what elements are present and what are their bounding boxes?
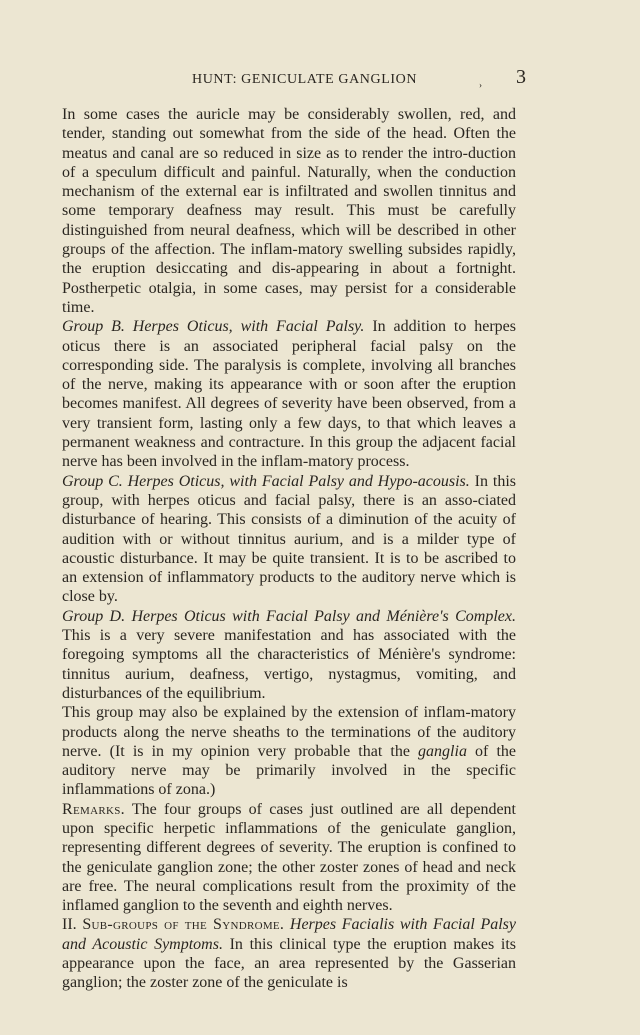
- paragraph-auricle: In some cases the auricle may be considerably swollen, red, and tender, standing out somewhat from the side of the head. Often the meatus and canal are so reduced in size as to render the intro-duction of a speculum difficult and painful. Naturally, when the conduction mechanism of the external ear is infiltrated and swollen tinnitus and some temporary deafness may result. This must be carefully distinguished from neural deafness, which will be described in other groups of the affection. The inflam-matory swelling subsides rapidly, the eruption desiccating and dis-appearing in about a fortnight. Postherpetic otalgia, in some cases, may persist for a considerable time.: [62, 106, 516, 316]
- explanation-part-a: This group may also be explained by the extension of inflam-matory products along the nerve sheaths to the terminations of the auditory nerve. (It is in my opinion very probable that the: [62, 704, 516, 760]
- group-d-body: This is a very severe manifestation and has associated with the foregoing symptoms all the characteristics of Ménière's syndrome: tinnitus aurium, deafness, vertigo, nystagmus, vomiting, and disturbances of the equilibrium.: [62, 627, 516, 702]
- paragraph-group-b: [62, 317, 516, 471]
- sub-groups-heading: Sub-groups of the Syndrome.: [82, 916, 285, 934]
- sub-groups-body: In this clinical type the eruption makes its appearance upon the face, an area represented by the Gasserian ganglion; the zoster zone of the geniculate is: [62, 935, 517, 992]
- group-c-body: In this group, with herpes oticus and facial palsy, there is an asso-ciated disturbance of hearing. This consists of a diminution of the acuity of audition with or without tinnitus aurium, and is a milder type of acoustic disturbance. It may be quite transient. It is to be ascribed to an extension of inflammatory products to the auditory nerve which is close by.: [62, 472, 516, 606]
- page-number: 3: [516, 66, 526, 88]
- group-b-body: In addition to herpes oticus there is an associated peripheral facial palsy on the corresponding side. The paralysis is complete, involving all branches of the nerve, making its appearance with or soon after the eruption becomes manifest. All degrees of severity have been observed, from a very transient form, lasting only a few days, to that which leaves a permanent weakness and contracture. In this group the adjacent facial nerve has been involved in the inflam-matory process.: [62, 318, 517, 471]
- remarks-body: The four groups of cases just outlined are all dependent upon specific herpetic inflammations of the geniculate ganglion, representing different degrees of severity. The eruption is confined to the geniculate ganglion zone; the other zoster zones of head and neck are free. The neural complications result from the proximity of the inflamed ganglion to the seventh and eighth nerves.: [62, 800, 516, 915]
- paragraph-remarks: [62, 800, 516, 916]
- paragraph-explanation: [62, 703, 516, 799]
- paragraph-group-c: [62, 472, 516, 607]
- sub-groups-title: Herpes Facialis with Facial Palsy and Acoustic Symptoms.: [62, 916, 517, 953]
- group-c-heading: Group C. Herpes Oticus, with Facial Palsy and Hypo-acousis.: [62, 472, 470, 490]
- page-header: [62, 66, 526, 90]
- paragraph-sub-groups: [62, 915, 516, 992]
- running-head: HUNT: GENICULATE GANGLION: [192, 72, 418, 87]
- explanation-part-b: of the auditory nerve may be primarily involved in the specific inflammations of zona.): [62, 742, 517, 799]
- sub-groups-number: II.: [62, 916, 83, 934]
- explanation-ganglia: ganglia: [418, 742, 467, 760]
- body-text: [62, 105, 516, 993]
- remarks-heading: Remarks.: [62, 800, 125, 818]
- group-d-heading: Group D. Herpes Oticus with Facial Palsy and Ménière's Complex.: [62, 607, 516, 625]
- paragraph-group-d: [62, 607, 516, 703]
- group-b-heading: Group B. Herpes Oticus, with Facial Palsy.: [62, 318, 365, 336]
- stray-mark: ›: [479, 80, 482, 90]
